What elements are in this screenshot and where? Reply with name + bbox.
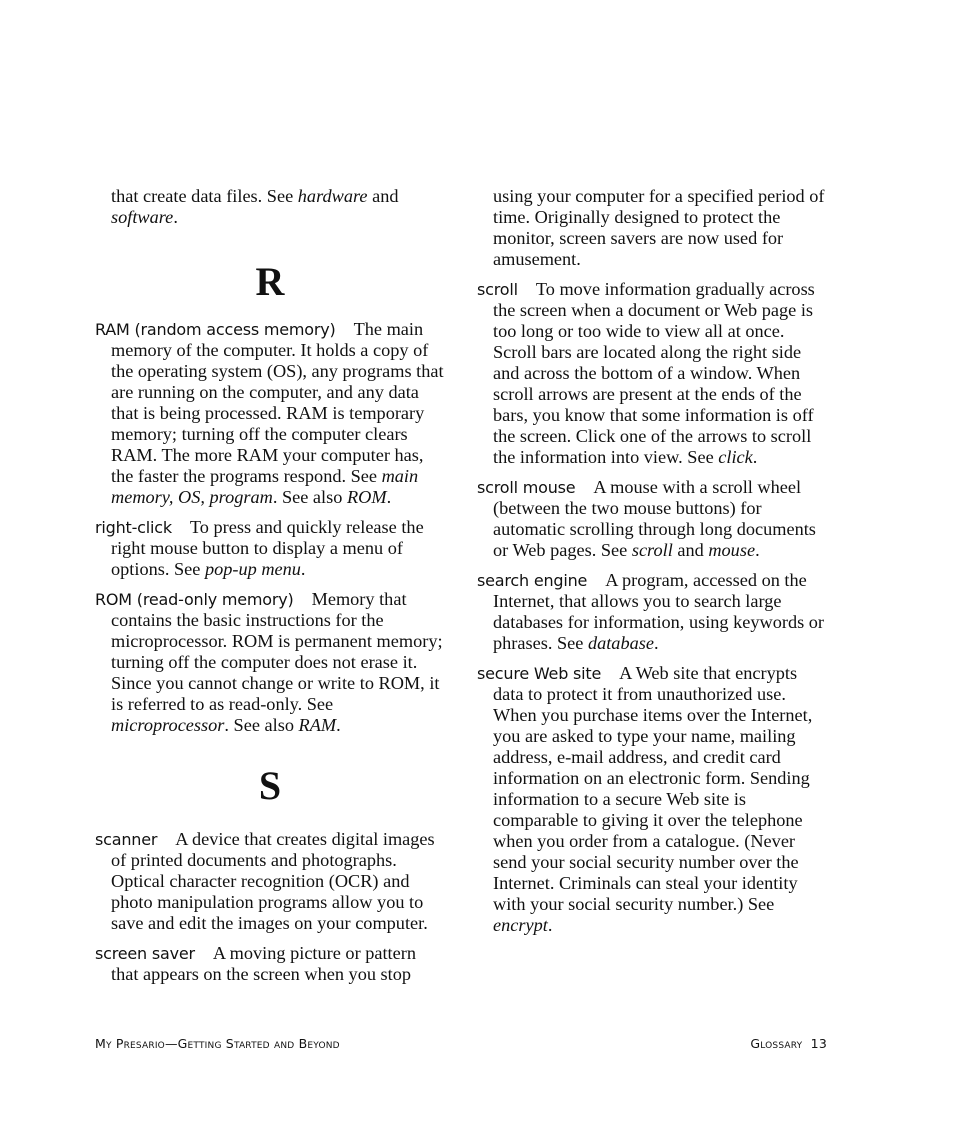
glossary-entry-right-click: right-click To press and quickly release the right mouse button to display a menu of options. See pop-up menu. <box>95 517 424 579</box>
glossary-entry-scroll-mouse: scroll mouse A mouse with a scroll wheel (between the two mouse buttons) for automatic scrolling through long documents or Web pages. See scroll and mouse. <box>477 477 816 560</box>
definition: The main memory of the computer. It holds a copy of the operating system (OS), any programs that are running on the computer, and any data that is being processed. RAM is temporary memory; turning off the computer clears RAM. The more RAM your computer has, the faster the programs respond. See <box>111 319 444 486</box>
footer-page-number: Glossary 13 <box>750 1036 827 1051</box>
left-column <box>95 186 445 994</box>
definition: A mouse with a scroll wheel (between the two mouse buttons) for automatic scrolling through long documents or Web pages. See <box>493 477 816 560</box>
glossary-entry-search-engine: search engine A program, accessed on the Internet, that allows you to search large databases for information, using keywords or phrases. See database. <box>477 570 825 653</box>
cross-reference: microprocessor <box>111 715 225 735</box>
cross-reference: database <box>587 633 654 653</box>
glossary-term: right-click <box>95 518 172 537</box>
cross-reference: encrypt <box>493 915 548 935</box>
cross-reference: RAM <box>298 715 337 735</box>
glossary-term: ROM (read-only memory) <box>95 590 294 609</box>
section-letter-s: S <box>258 763 282 808</box>
section-letter-r: R <box>255 259 285 304</box>
definition: To move information gradually across the screen when a document or Web page is too long or too wide to view all at once. Scroll bars are located along the right side and across the bottom of a window. When scroll arrows are present at the ends of the bars, you know that some information is off the screen. Click one of the arrows to scroll the information into view. See <box>493 279 815 467</box>
glossary-term: screen saver <box>95 944 195 963</box>
glossary-entry-secure-web-site: secure Web site A Web site that encrypts data to protect it from unauthorized use. When you purchase items over the Internet, you are asked to type your name, mailing address, e-mail address, and credit card information on an electronic form. Sending information to a secure Web site is comparable to giving it over the telephone when you order from a catalogue. (Never send your social security number over the Internet. Criminals can steal your identity with your social security number.) See encrypt. <box>477 663 813 935</box>
cross-reference: mouse <box>708 540 756 560</box>
cross-reference: main memory, OS, program <box>111 466 419 507</box>
cross-reference: software <box>111 207 174 227</box>
glossary-entry-scroll: scroll To move information gradually across the screen when a document or Web page is too long or too wide to view all at once. Scroll bars are located along the right side and across the bottom of a window. When scroll arrows are present at the ends of the bars, you know that some information is off the screen. Click one of the arrows to scroll the information into view. See click. <box>477 279 815 467</box>
definition: A device that creates digital images of printed documents and photographs. Optical character recognition (OCR) and photo manipulation programs allow you to save and edit the images on your computer. <box>111 829 435 933</box>
glossary-term: scroll <box>477 280 518 299</box>
glossary-term: RAM (random access memory) <box>95 320 336 339</box>
definition: A program, accessed on the Internet, that allows you to search large databases for information, using keywords or phrases. See <box>493 570 825 653</box>
cross-reference: ROM <box>346 487 387 507</box>
glossary-entry-rom: ROM (read-only memory) Memory that contains the basic instructions for the microprocessor. ROM is permanent memory; turning off the computer does not erase it. Since you cannot change or write to ROM, it is referred to as read-only. See microprocessor. See also RAM. <box>95 589 443 735</box>
cross-reference: scroll <box>631 540 673 560</box>
glossary-term: scanner <box>95 830 158 849</box>
definition: A moving picture or pattern that appears on the screen when you stop <box>111 943 416 984</box>
glossary-term: scroll mouse <box>477 478 576 497</box>
footer-book-title: My Presario—Getting Started and Beyond <box>95 1036 340 1051</box>
definition: Memory that contains the basic instructions for the microprocessor. ROM is permanent memory; turning off the computer does not erase it. Since you cannot change or write to ROM, it is referred to as read-only. See <box>111 589 443 714</box>
cross-reference: pop-up menu <box>204 559 301 579</box>
glossary-entry-scanner <box>95 829 445 934</box>
right-column <box>477 186 827 945</box>
definition: To press and quickly release the right mouse button to display a menu of options. See <box>111 517 424 579</box>
glossary-entry-screen-saver <box>95 943 445 985</box>
glossary-continuation: that create data files. See hardware and software. <box>111 186 399 227</box>
definition: A Web site that encrypts data to protect it from unauthorized use. When you purchase items over the Internet, you are asked to type your name, mailing address, e-mail address, and credit card information on an electronic form. Sending information to a secure Web site is comparable to giving it over the telephone when you order from a catalogue. (Never send your social security number over the Internet. Criminals can steal your identity with your social security number.) See <box>493 663 813 914</box>
cross-reference: click <box>718 447 753 467</box>
glossary-term: secure Web site <box>477 664 602 683</box>
glossary-term: search engine <box>477 571 588 590</box>
glossary-continuation: using your computer for a specified period of time. Originally designed to protect the monitor, screen savers are now used for amusement. <box>493 186 825 269</box>
cross-reference: hardware <box>297 186 368 206</box>
glossary-entry-ram: RAM (random access memory) The main memory of the computer. It holds a copy of the operating system (OS), any programs that are running on the computer, and any data that is being processed. RAM is temporary memory; turning off the computer clears RAM. The more RAM your computer has, the faster the programs respond. See main memory, OS, program. See also ROM. <box>95 319 444 507</box>
